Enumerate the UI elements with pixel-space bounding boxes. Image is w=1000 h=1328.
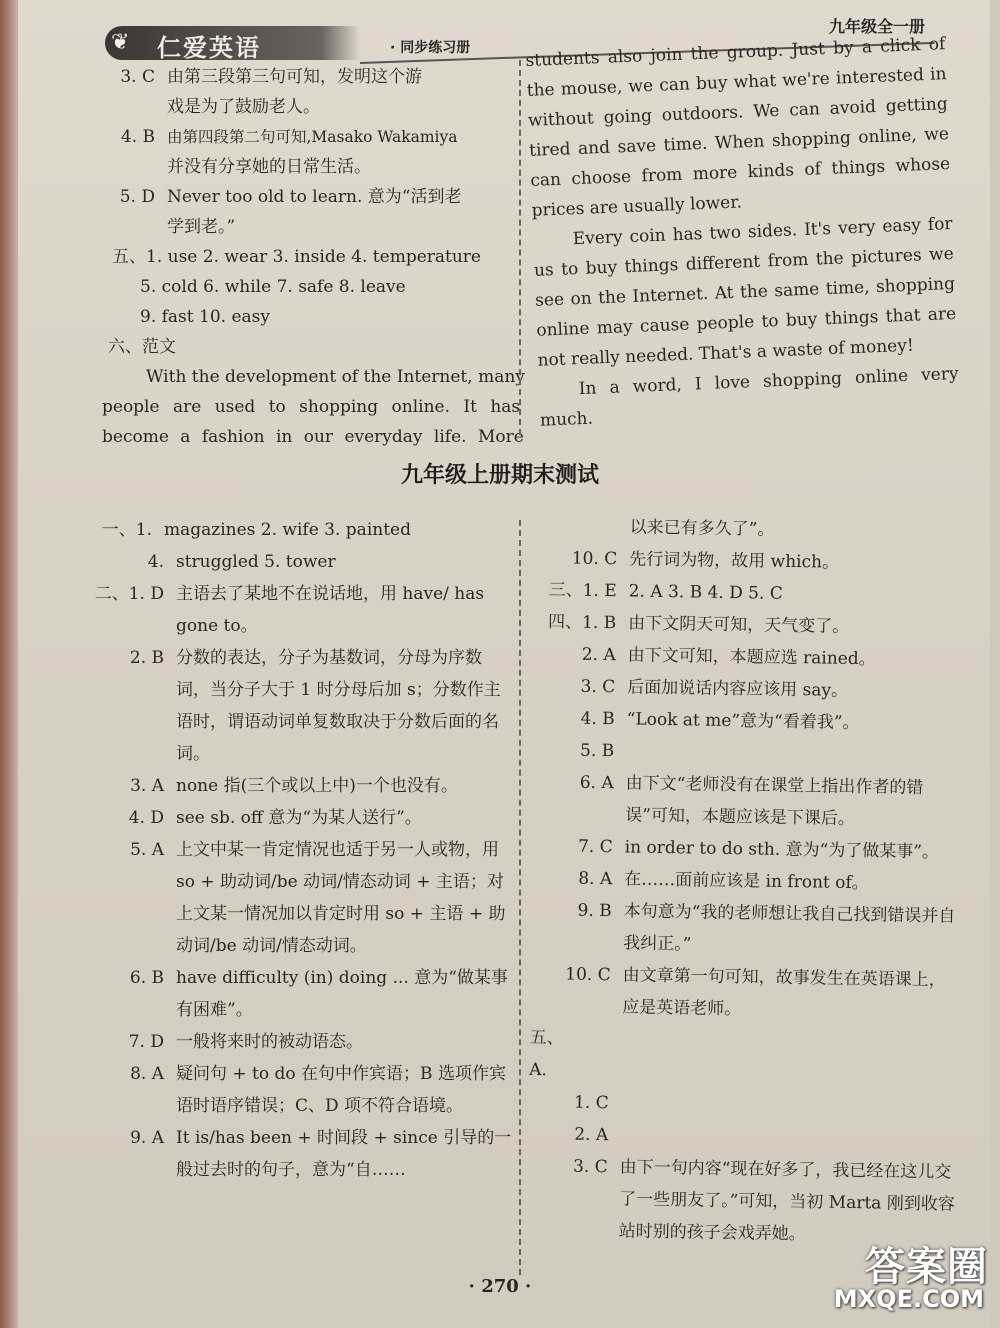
- answer-number: 3. C: [120, 67, 155, 87]
- answer-text: 戏是为了鼓励老人。: [167, 97, 320, 117]
- answer-item: [92, 514, 512, 546]
- watermark-url: MXQE.COM: [833, 1285, 984, 1313]
- answer-text: 上文中某一肯定情况也适于另一人或物，用 so + 助动词/be 动词/情态动词 + 主语；对上文某一情况加以肯定时用 so + 主语 + 助动词/be 动词/情态动词。: [176, 840, 506, 956]
- answer-text: magazines 2. wife 3. painted: [164, 520, 411, 540]
- top-left-column: [100, 62, 525, 452]
- answer-number: [537, 510, 629, 543]
- answer-text: 由下文“老师没有在课堂上指出作者的错误”可知，本题应该是下课后。: [625, 773, 924, 830]
- answer-text: 一般将来时的被动语态。: [176, 1032, 363, 1052]
- answer-item: [100, 182, 510, 242]
- answer-item: [92, 802, 512, 834]
- answer-text: see sb. off 意为“为某人送行”。: [176, 808, 422, 828]
- answer-text: 以来已有多久了”。: [629, 517, 775, 540]
- answer-number: 3. C: [580, 676, 616, 698]
- essay-paragraph: students also join the group. Just by a click of the mouse, we can buy what we're interested in without going outdoors. We can avoid getting tired and save time. When shopping online, we can choose from more kinds of things whose prices are usually lower.: [525, 34, 951, 221]
- answer-item: [530, 958, 961, 1029]
- answer-item: [100, 122, 510, 182]
- answer-text: 学到老。”: [167, 217, 236, 237]
- answer-text: have difficulty (in) doing ... 意为“做某事有困难”。: [176, 968, 508, 1020]
- bottom-left-column: [92, 514, 512, 1186]
- column-divider: [519, 520, 521, 1275]
- answer-item: [92, 642, 512, 770]
- answer-number: 7. D: [128, 1032, 164, 1052]
- answer-number: 8. A: [130, 1064, 164, 1084]
- answer-item: [100, 62, 510, 122]
- section5-line: 五、1. use 2. wear 3. inside 4. temperature: [112, 247, 481, 267]
- answer-number: 9. A: [130, 1128, 164, 1148]
- answer-text: 2. A 3. B 4. D 5. C: [628, 581, 783, 604]
- section5-line: 9. fast 10. easy: [140, 307, 270, 327]
- answer-number: 9. B: [577, 900, 612, 922]
- answer-item: [92, 770, 512, 802]
- answer-number: 四、1. B: [547, 612, 617, 634]
- grade-label: 九年级全一册: [828, 17, 925, 36]
- answer-text: 先行词为物，故用 which。: [629, 549, 840, 573]
- answer-text: 疑问句 + to do 在句中作宾语；B 选项作宾语时语序错误；C、D 项不符合语境。: [176, 1064, 506, 1116]
- answer-number: 2. B: [129, 648, 164, 668]
- answer-text: none 指(三个或以上中)一个也没有。: [176, 776, 458, 796]
- answer-number: 10. C: [571, 548, 618, 570]
- answer-number: 2. A: [574, 1124, 609, 1146]
- essay-line: become a fashion in our everyday life. More: [102, 427, 524, 447]
- answer-item: [529, 1022, 960, 1093]
- answer-text: It is/has been + 时间段 + since 引导的一般过去时的句子，意为“自……: [176, 1128, 512, 1180]
- essay-line: With the development of the Internet, many: [146, 367, 525, 387]
- answer-item: [92, 1122, 512, 1186]
- answer-item: [533, 766, 964, 837]
- answer-number: 8. A: [578, 868, 613, 890]
- answer-number: 五、A.: [529, 1027, 564, 1081]
- answer-text: [620, 1087, 958, 1124]
- logo-banner: [105, 26, 360, 60]
- answer-text: struggled 5. tower: [176, 552, 336, 572]
- answer-item: [92, 1058, 512, 1122]
- answer-number: 6. A: [579, 772, 614, 794]
- answer-item: [531, 894, 962, 965]
- answer-number: 10. C: [565, 964, 611, 986]
- answer-text: 由下文可知，本题应选 rained。: [627, 645, 876, 670]
- answer-number: 3. A: [130, 776, 164, 796]
- answer-text: 后面加说话内容应该用 say。: [627, 677, 849, 701]
- book-subtitle: · 同步练习册: [390, 40, 471, 56]
- answer-item: [92, 578, 512, 642]
- answer-item: [92, 834, 512, 962]
- answer-number: 3. C: [572, 1156, 608, 1178]
- answer-number: 7. C: [577, 836, 613, 858]
- section-title: 九年级上册期末测试: [400, 463, 599, 488]
- answer-text: 由下文阴天可知，天气变了。: [628, 613, 850, 637]
- heart-logo-icon: ❦: [111, 30, 130, 55]
- answer-text: 在……面前应该是 in front of。: [624, 869, 869, 894]
- answer-number: 1. C: [573, 1092, 609, 1114]
- answer-number: 4. D: [128, 808, 164, 828]
- answer-text: Never too old to learn. 意为“活到老: [167, 187, 462, 207]
- answer-text: 分数的表达，分子为基数词，分母为序数词，当分子大于 1 时分母后加 s；分数作主语时，谓语动词单复数取决于分数后面的名词。: [176, 648, 501, 764]
- page-edge: [0, 0, 18, 1328]
- answer-number: 4. B: [120, 127, 155, 147]
- answer-text: 本句意为“我的老师想让我自己找到错误并自我纠正。”: [623, 901, 956, 955]
- answer-text: [626, 735, 964, 772]
- answer-item: [92, 546, 512, 578]
- answer-text: [620, 1119, 958, 1156]
- answer-number: 2. A: [581, 644, 616, 666]
- answer-text: in order to do sth. 意为“为了做某事”。: [624, 837, 940, 863]
- answer-text: 由第四段第二句可知,Masako Wakamiya: [167, 128, 458, 146]
- answer-text: 由第三段第三句可知，发明这个游: [167, 67, 422, 87]
- answer-number: 6. B: [129, 968, 164, 988]
- answer-text: 并没有分享她的日常生活。: [167, 157, 371, 177]
- answer-number: 4. B: [580, 708, 615, 730]
- essay-paragraph: In a word, I love shopping online very much.: [539, 363, 959, 431]
- bottom-right-column: [526, 510, 968, 1253]
- page-number: · 270 ·: [468, 1276, 532, 1297]
- column-divider: [519, 60, 521, 435]
- answer-item: [92, 1026, 512, 1058]
- answer-number: 5. B: [579, 740, 615, 762]
- essay-paragraph: Every coin has two sides. It's very easy for us to buy things different from the pictures we see on the Internet. At the same time, shopping online may cause people to buy things that are not really needed. That's a waste of money!: [533, 213, 957, 371]
- answer-number: 4.: [147, 552, 164, 572]
- answer-number: 5. D: [119, 187, 155, 207]
- top-right-column: [525, 29, 960, 436]
- answer-number: 三、1. E: [548, 580, 617, 602]
- logo-text: 仁爱英语: [157, 34, 261, 62]
- essay-line: people are used to shopping online. It has: [102, 397, 521, 417]
- answer-item: [92, 962, 512, 1026]
- answer-text: “Look at me”意为“看着我”。: [626, 709, 860, 734]
- answer-text: 由下一句内容“现在好多了，我已经在这儿交了一些朋友了。”可知，当初 Marta 刚到收容站时别的孩子会戏弄她。: [618, 1157, 955, 1245]
- essay-heading: 六、范文: [108, 337, 176, 357]
- answer-text: [591, 1023, 960, 1093]
- answer-text: 由文章第一句可知，故事发生在英语课上，应是英语老师。: [622, 965, 946, 1020]
- answer-number: 一、1.: [101, 520, 152, 540]
- watermark: [813, 1235, 988, 1320]
- section5-line: 5. cold 6. while 7. safe 8. leave: [140, 277, 406, 297]
- answer-text: 主语去了某地不在说话地，用 have/ has gone to。: [176, 584, 485, 636]
- answer-number: 二、1. D: [94, 584, 164, 604]
- watermark-main: 答案圈: [865, 1244, 988, 1290]
- answer-number: 5. A: [130, 840, 164, 860]
